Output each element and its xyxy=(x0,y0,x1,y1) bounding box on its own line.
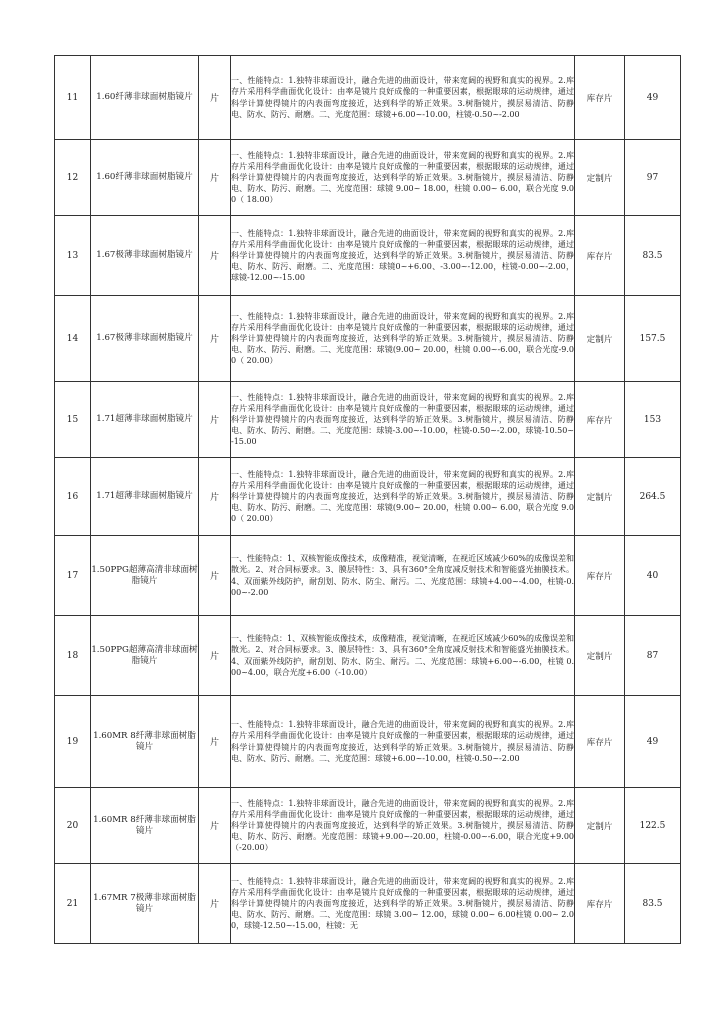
row-number: 14 xyxy=(55,296,91,382)
price: 122.5 xyxy=(625,788,681,864)
price: 40 xyxy=(625,536,681,616)
unit: 片 xyxy=(199,56,231,140)
price: 153 xyxy=(625,382,681,458)
unit: 片 xyxy=(199,216,231,296)
lens-type: 定制片 xyxy=(575,616,625,696)
price: 157.5 xyxy=(625,296,681,382)
price: 97 xyxy=(625,140,681,216)
table-row xyxy=(55,56,681,140)
product-description: 一、性能特点：1.独特非球面设计，融合先进的曲面设计，带来宽阔的视野和真实的视界。2.库存片采用科学曲面优化设计：由率是镜片良好成像的一种重要因素，根据眼球的运动规律，通过科学计算使得镜片的内表面弯度接近，达到科学的矫正效果。3.树脂镜片，摸层易清洁、防静电、防水、防污、耐磨。二、光度范围：球镜(9.00~ 20.00，柱镜 0.00~-6.00，联合光度-9.00（ 20.00） xyxy=(231,296,575,382)
unit: 片 xyxy=(199,382,231,458)
table-row xyxy=(55,536,681,616)
product-description: 一、性能特点：1、双核智能成像技术，成像精准，视觉清晰，在视近区域减少60%的成像误差和散光。2、对合同标要求。3、膜层特性：3、具有360°全角度减反射技术和智能盛光抽膜技术。4、双面紫外线防护，耐刮划、防水、防尘、耐污。二、光度范围：球镜+4.00~-4.00，柱镜-0.00~-2.00 xyxy=(231,536,575,616)
row-number: 11 xyxy=(55,56,91,140)
product-name: 1.50PPG超薄高清非球面树脂镜片 xyxy=(91,616,199,696)
row-number: 17 xyxy=(55,536,91,616)
product-name: 1.67MR 7极薄非球面树脂镜片 xyxy=(91,864,199,944)
table-row xyxy=(55,788,681,864)
row-number: 20 xyxy=(55,788,91,864)
product-name: 1.50PPG超薄高清非球面树脂镜片 xyxy=(91,536,199,616)
unit: 片 xyxy=(199,296,231,382)
row-number: 21 xyxy=(55,864,91,944)
product-name: 1.60MR 8纤薄非球面树脂镜片 xyxy=(91,788,199,864)
product-description: 一、性能特点：1.独特非球面设计，融合先进的曲面设计，带来宽阔的视野和真实的视界。2.库存片采用科学曲面优化设计：曲率是镜片良好成像的一种重要因素，根据眼球的运动规律，通过科学计算使得镜片的内表面弯度接近，达到科学的矫正效果。3.树脂镜片，摸层易清洁、防静电、防水、防污、耐磨。光度范围：球镜+9.00~-20.00，柱镜-0.00~-6.00，联合光度+9.00（-20.00） xyxy=(231,788,575,864)
table-row xyxy=(55,616,681,696)
product-name: 1.67极薄非球面树脂镜片 xyxy=(91,296,199,382)
row-number: 16 xyxy=(55,458,91,536)
row-number: 15 xyxy=(55,382,91,458)
table-row xyxy=(55,458,681,536)
lens-type: 库存片 xyxy=(575,216,625,296)
table-row xyxy=(55,296,681,382)
price: 264.5 xyxy=(625,458,681,536)
product-description: 一、性能特点：1.独特非球面设计，融合先进的曲面设计，带来宽阔的视野和真实的视界。2.库存片采用科学曲面优化设计：由率是镜片良好成像的一种重要因素，根据眼球的运动规律，通过科学计算使得镜片的内表面弯度接近，达到科学的矫正效果。3.树脂镜片，摸层易清洁、防静电、防水、防污、耐磨。二、光度范围：球镜 9.00~ 18.00，柱镜 0.00~ 6.00，联合光度 9.00（ 18.00） xyxy=(231,140,575,216)
product-name: 1.71超薄非球面树脂镜片 xyxy=(91,382,199,458)
row-number: 12 xyxy=(55,140,91,216)
table-row xyxy=(55,864,681,944)
lens-type: 定制片 xyxy=(575,296,625,382)
table-row xyxy=(55,382,681,458)
product-description: 一、性能特点：1.独特非球面设计，融合先进的曲面设计，带来宽阔的视野和真实的视界。2.库存片采用科学曲面优化设计：由率是镜片良好成像的一种重要因素，根据眼球的运动规律，通过科学计算使得镜片的内表面弯度接近，达到科学的矫正效果。3.树脂镜片，摸层易清洁、防静电、防水、防污、耐磨。二、光度范围：球镜-3.00~-10.00，柱镜-0.50~-2.00，球镜-10.50~-15.00 xyxy=(231,382,575,458)
lens-type: 库存片 xyxy=(575,56,625,140)
lens-type: 库存片 xyxy=(575,536,625,616)
product-name: 1.71超薄非球面树脂镜片 xyxy=(91,458,199,536)
product-name: 1.60MR 8纤薄非球面树脂镜片 xyxy=(91,696,199,788)
price: 87 xyxy=(625,616,681,696)
table-body xyxy=(55,56,681,944)
lens-type: 库存片 xyxy=(575,696,625,788)
unit: 片 xyxy=(199,458,231,536)
product-name: 1.60纤薄非球面树脂镜片 xyxy=(91,140,199,216)
product-description: 一、性能特点：1.独特非球面设计，融合先进的曲面设计，带来宽阔的视野和真实的视界。2.库存片采用科学曲面优化设计：由率是镜片良好成像的一种重要因素，根据眼球的运动规律，通过科学计算使得镜片的内表面弯度接近，达到科学的矫正效果。3.树脂镜片，摸层易清洁、防静电、防水、防污、耐磨。二、光度范围：球镜(9.00~ 20.00，柱镜 0.00~ 6.00，联合光度 9.00（ 20.00） xyxy=(231,458,575,536)
product-description: 一、性能特点：1.独特非球面设计，融合先进的曲面设计，带来宽阔的视野和真实的视界。2.库存片采用科学曲面优化设计：由率是镜片良好成像的一种重要因素，根据眼球的运动规律，通过科学计算使得镜片的内表面弯度接近，达到科学的矫正效果。3.树脂镜片，摸层易清洁、防静电、防水、防污、耐磨。二、光度范围：球镜+6.00~-10.00，柱镜-0.50~-2.00 xyxy=(231,696,575,788)
table-row xyxy=(55,140,681,216)
product-description: 一、性能特点：1.独特非球面设计，融合先进的曲面设计，带来宽阔的视野和真实的视界。2.库存片采用科学曲面优化设计：由率是镜片良好成像的一种重要因素，根据眼球的运动规律，通过科学计算使得镜片的内表面弯度接近，达到科学的矫正效果。3.树脂镜片，摸层易清洁、防静电、防水、防污、耐磨。二、光度范围：球镜0~+6.00、-3.00~-12.00，柱镜-0.00~-2.00，球镜-12.00~-15.00 xyxy=(231,216,575,296)
product-description: 一、性能特点：1.独特非球面设计，融合先进的曲面设计，带来宽阔的视野和真实的视界。2.库存片采用科学曲面优化设计：由率是镜片良好成像的一种重要因素，根据眼球的运动规律，通过科学计算使得镜片的内表面弯度接近，达到科学的矫正效果。3.树脂镜片，摸层易清洁、防静电、防水、防污、耐磨。二、光度范围：球镜+6.00~-10.00，柱镜-0.50~-2.00 xyxy=(231,56,575,140)
table-row xyxy=(55,696,681,788)
lens-type: 定制片 xyxy=(575,788,625,864)
unit: 片 xyxy=(199,864,231,944)
lens-spec-table xyxy=(54,55,681,944)
lens-type: 库存片 xyxy=(575,382,625,458)
lens-type: 定制片 xyxy=(575,140,625,216)
price: 49 xyxy=(625,56,681,140)
lens-type: 定制片 xyxy=(575,458,625,536)
row-number: 18 xyxy=(55,616,91,696)
table-row xyxy=(55,216,681,296)
product-description: 一、性能特点：1.独特非球面设计，融合先进的曲面设计，带来宽阔的视野和真实的视界。2.库存片采用科学曲面优化设计：由率是镜片良好成像的一种重要因素，根据眼球的运动规律，通过科学计算使得镜片的内表面弯度接近，达到科学的矫正效果。3.树脂镜片，摸层易清洁、防静电、防水、防污、耐磨。二、光度范围：球镜 3.00~ 12.00，球镜 0.00~ 6.00柱镜 0.00~ 2.00，球镜-12.50~-15.00，柱镜：无 xyxy=(231,864,575,944)
product-name: 1.67极薄非球面树脂镜片 xyxy=(91,216,199,296)
unit: 片 xyxy=(199,536,231,616)
row-number: 13 xyxy=(55,216,91,296)
price: 83.5 xyxy=(625,216,681,296)
unit: 片 xyxy=(199,616,231,696)
lens-type: 库存片 xyxy=(575,864,625,944)
row-number: 19 xyxy=(55,696,91,788)
unit: 片 xyxy=(199,788,231,864)
price: 49 xyxy=(625,696,681,788)
product-description: 一、性能特点：1、双核智能成像技术，成像精准，视觉清晰，在视近区域减少60%的成像误差和散光。2、对合同标要求。3、膜层特性：3、具有360°全角度减反射技术和智能盛光抽膜技术。4、双面紫外线防护，耐刮划、防水、防尘、耐污。二、光度范围：球镜+6.00~-6.00，柱镜 0.00~4.00，联合光度+6.00（-10.00） xyxy=(231,616,575,696)
unit: 片 xyxy=(199,140,231,216)
unit: 片 xyxy=(199,696,231,788)
price: 83.5 xyxy=(625,864,681,944)
product-name: 1.60纤薄非球面树脂镜片 xyxy=(91,56,199,140)
